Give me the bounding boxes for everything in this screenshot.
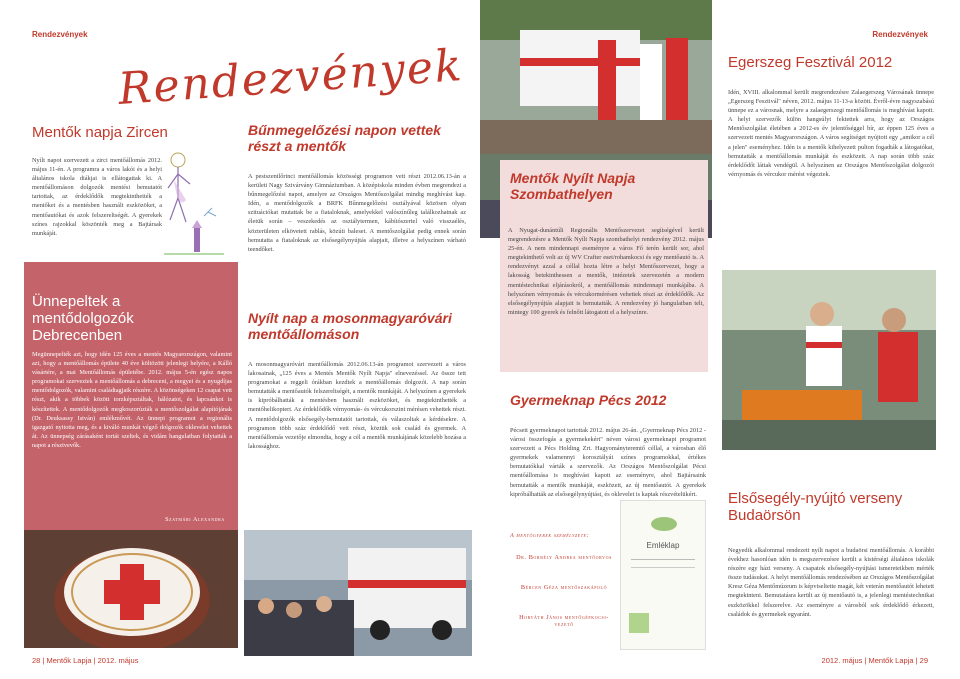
ambulance-crowd-photo (244, 530, 472, 656)
bunmegelozes-body: A pestszentlőrinci mentőállomás közösségi programon vett részt 2012.06.13-án a kerületi Nagy Szivárvány Gimnáziumban. A középiskola minden évben megrendezi a bűnmegelőzési napot, amelyre az Országos Mentőszolgálat mindig meghívást kap. Idén, a mentődolgozók a BRFK Bűnmegelőzési osztályával közösen olyan szituációkat mutattak be a fiataloknak, amelyekkel valószínűleg találkozhatnak az életük során – veszekedés az osztálytermen, kábítószertel való visszaélés, közterületen elkövetett rablás, közúti baleset. A mentőszolgálat pedig ennek során bemutatta a fiataloknak az elsősegélynyújtás alapjait, illetve a helyszínen várható teendőket. (248, 173, 466, 253)
certificate-image (620, 500, 706, 650)
section-label-left: Rendezvények (32, 30, 88, 39)
pecs-crew-1: Dr. Borbély Andrea mentőorvos (516, 554, 612, 561)
budaors-body: Negyedik alkalommal rendezett nyílt napot a budaörsi mentőállomás. A korábbi évekhez hasonlóan idén is megszervezésre került a kistérségi általános iskolák részére egy házi verseny. A csapatok elsősegély-nyújtási ismereteikben mérték össze tudásukat. A helyi mentőállomás rendezésében az Országos Mentőszolgálat Kresz Géza Mentőmúzeum is képviseltette magát, két veterán mentőautót lehetett megtekinteni. Bemutatásra került az új mentőautó is, a jelenlegi mentéstechnikai eszközökkel felszerelve. Az eseményre a városból sok érdeklődő érkezett, családok és gyermekek egyaránt. (728, 547, 934, 618)
szombathely-title: Mentők Nyílt Napja Szombathelyen (510, 170, 636, 202)
certificate-label: Emléklap (646, 541, 680, 550)
child-drawing-illustration (164, 150, 224, 268)
debrecen-signature: Szatmári Alexandra (165, 516, 225, 523)
pecs-title: Gyermeknap Pécs 2012 (510, 392, 667, 408)
footer-left: 28 | Mentők Lapja | 2012. május (32, 656, 139, 665)
certificate-line (631, 567, 695, 568)
first-aid-photo (722, 270, 936, 450)
bunmegelozes-title: Bűnmegelőzési napon vettek részt a mentők (248, 122, 441, 154)
certificate-emblem (629, 613, 649, 633)
pecs-crew-3: Horváth János mentőgépkocsi-vezető (519, 614, 609, 628)
debrecen-body: Megünnepelték azt, hogy idén 125 éves a mentés Magyarországon, valamint azt, hogy a mentőállomás épülete 40 éve költözött jelenlegi helyére, a Kálló vásártére, a mai Mentőállomás épületébe. 2012. május 5-én egész napos programokat szerveztek a mentőállomás a debreceni, a megyei és a nyugdíjas mentődolgozók, valamint családtagjaik részére. A közönségeken 12 csapat vett részt, akik a többek között torzképsztáltak, hálózatot, és lapcsánkot is készítettek. A mentődolgozók megkoszorúzták a mentőszolgálat alapítójának (Dr. Deuksassy István) emlékművét. Az ünnepi programot a regionális igazgató nyitotta meg, és a kiváló munkát végző dolgozók oklevelet vehettek át. Az ünnepség zárásaként tortát szeltek, és vidám hangulatban folytatták a napot a résztvevők. (32, 351, 232, 449)
footer-right: 2012. május | Mentők Lapja | 29 (821, 656, 928, 665)
mosonmagyarovar-title: Nyílt nap a mosonmagyaróvári mentőállomáson (248, 310, 452, 342)
debrecen-title: Ünnepeltek a mentődolgozók Debrecenben (32, 293, 134, 344)
certificate-logo (651, 517, 677, 531)
pecs-body: Pécsett gyermeknapot tartottak 2012. május 26-án. „Gyermeknap Pécs 2012 - városi összefogás a gyermekekért" néven városi gyermeknapi programot szervezett a Pécs Holding Zrt. Hagyományteremtő céllal, a városban élő gyermekek valamennyi korosztályát színes programokkal, értékes bemutatókkal várták a szervezők. Az Országos Mentőszolgálat Pécsi mentőállomása is meghívást kapott az eseményre, ahol Bajtársaink bemutatták a mentők munkáját, eszközeit, az új mentőautót. A gyerekek kipróbálhatták az elsősegélynyújtást, és oklevelet is kaptak részvételükért. (510, 427, 706, 498)
section-label-right: Rendezvények (872, 30, 928, 39)
zircen-title: Mentők napja Zircen (32, 124, 168, 141)
pecs-crew-heading: A mentőgyerek személyzete: (510, 532, 590, 539)
festival-title: Egerszeg Fesztivál 2012 (728, 54, 893, 71)
pecs-crew-2: Bércen Géza mentőszakápoló (520, 584, 608, 591)
cake-photo (24, 530, 238, 648)
mosonmagyarovar-body: A mosonmagyaróvári mentőállomás 2012.06.13-án programot szervezett a város lakosainak, „125 éves a Mentés Mentők Nyílt Napja" elnevezéssel. Az össze tett programokat a reggeli órákban kezdtek a mentőállomás dolgozói. A nap során bemutatták a mentőautók felszereltségét, a mentők munkáját. A helyszínen a gyerekek is kipróbálhatták a mentésben használt eszközöket, és megtekinthették a mentőhelikoptert. Az érdeklődők vérnyomás- és vércukorszint mérésen vehettek részt. A mentődolgozók elsősegély-bemutatót tartottak, és válaszoltak a kérdésekre. A programon több száz érdeklődő vett részt, köztük sok család és gyermek. A mentőállomás vezetője elmondta, hogy a cél a mentők munkájának közelebb hozása a lakossághoz. (248, 361, 466, 450)
festival-body: Idén, XVIII. alkalommal került megrendezésre Zalaegerszeg Városának ünnepe „Egerszeg Fesztivál" néven, 2012. május 11-13-a között. Évről-évre nagyszabású ünnepe ez a városnak, melyre a zalaegerszegi mentőállomás is meghívást kapott. A helyi szervezők külön hangsúlyt fektettek arra, hogy az Országos Mentőszolgálat életében a 2012-es év jelentőséggel bír, az éppen 125 éves a szervezett mentés Magyarországon. A város segítséget nyújtott egy „amikor a cél a jelen" eseményhez. Idén is a mentők kihelyezett pulton fogadták a látogatókat, bemutatták a mentőállomás munkáját és eszközeit. A nap során több száz érdeklődőt láttak vendégül. A helyszínen az Országos Mentőszolgálat dolgozói vérnyomás és vércukor mérést végeztek. (728, 89, 934, 178)
zircen-body: Nyílt napot szervezett a zirci mentőállomás 2012. május 11-én. A programra a város lakói és a helyi általános iskola diákjai is ellátogattak ki. A mentőállomáson dolgozók mentési bemutatót tartottak, az érdeklődők megtekinthették a mentőket és a mentésben használt eszközöket, a mentőautókat és azok felszereltségét. A gyerekek színes rajzokkal köszönték meg a Bajtársak munkáját. (32, 157, 162, 237)
certificate-line (631, 559, 695, 560)
szombathely-body: A Nyugat-dunántúli Regionális Mentőszervezet segítségével került megrendezésre a Mentők Nyílt Napja szombathelyi rendezvény 2012. május 25-én. A nem mindennapi eseményre a város Fő terén került sor, ahol megtekinthető volt az új WV Crafter eset/rohamkocsi és egy mentőautó is. A rendezvényt azzal a céllal hozta létre a helyi Mentőszervezet, hogy a lakosság betekinthessen a mentők, intézetek szervezetén a modern mentéstechnikai eljárásokról, a mentőállomás mindennapi munkájába. A helyszínen vérnyomás és vércukormérésen vehettek részt az érdeklődők. Az elsősegélynyújtás alapjait is bemutatták. A rendezvény jó hangulatban telt, mintegy 100 gyerek és felnőtt látogatott el a helyszínre. (508, 227, 704, 316)
budaors-title: Elsősegély-nyújtó verseny Budaörsön (728, 490, 903, 524)
ambulance-team-photo (480, 0, 712, 154)
page-title: Rendezvények (116, 40, 466, 115)
